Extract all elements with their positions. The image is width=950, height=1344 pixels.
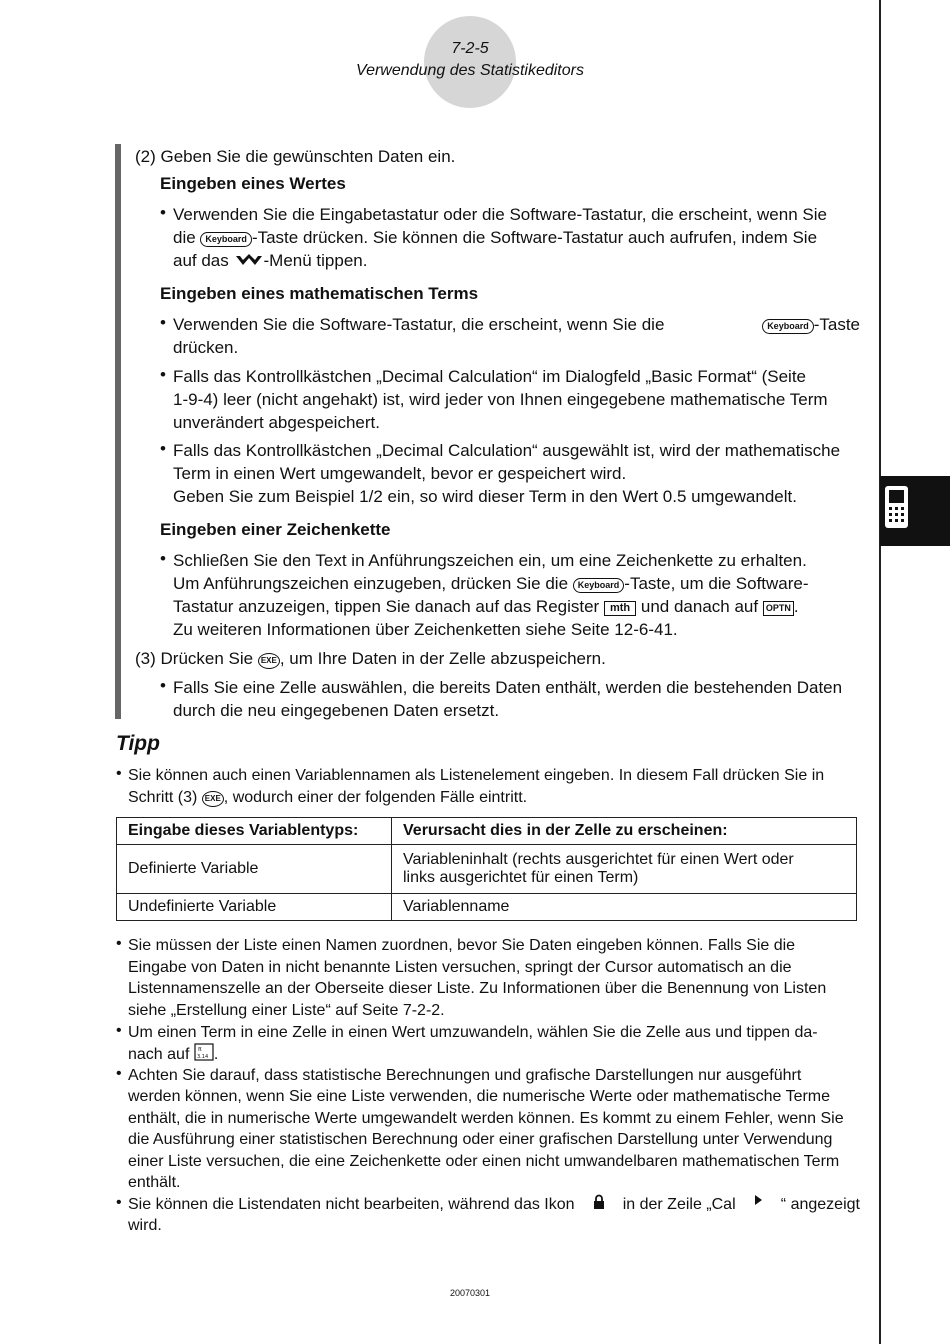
tipp-line: enthält. [128,1174,181,1191]
bullet: • [160,203,166,222]
table-cell: Undefinierte Variable [117,894,392,921]
bullet: • [160,549,166,568]
tipp-line: wird. [128,1217,162,1234]
chapter-side-tab [880,476,950,546]
play-arrow-icon [754,1194,763,1206]
bullet: • [116,1022,122,1039]
string-bullet-line: Schließen Sie den Text in Anführungszeichen ein, um eine Zeichenkette zu erhalten. [173,551,807,570]
term-bullet-line: Falls das Kontrollkästchen „Decimal Calculation“ ausgewählt ist, wird der mathematische [173,441,841,460]
bullet: • [160,676,166,695]
keyboard-key: Keyboard [762,319,814,334]
string-bullet-line: Zu weiteren Informationen über Zeichenketten siehe Seite 12-6-41. [173,620,678,639]
bullet: • [160,365,166,384]
table-row [117,894,857,921]
bullet: • [116,1065,122,1082]
tipp-line: siehe „Erstellung einer Liste“ auf Seite 7-2-2. [128,1002,445,1019]
value-bullet-line: Verwenden Sie die Eingabetastatur oder die Software-Tastatur, die erscheint, wenn Sie [173,205,827,224]
table-cell: Variableninhalt (rechts ausgerichtet für einen Wert oder links ausgerichtet für einen Term) [392,845,857,894]
tipp-line: einer Liste versuchen, die eine Zeichenkette oder einen nicht umwandelbaren mathematischen Term [128,1153,840,1170]
table-cell: Variablenname [392,894,857,921]
variable-type-table [116,817,857,921]
tipp-heading: Tipp [116,732,160,755]
term-bullet-line: drücken. [173,338,239,357]
exe-key: EXE [202,791,224,807]
bullet: • [160,313,166,332]
optn-key: OPTN [763,601,794,616]
tipp-line: Listennamenszelle an der Oberseite dieser Liste. Zu Informationen über die Benennung von Listen [128,980,827,997]
tipp-line: Schritt (3) EXE , wodurch einer der folgenden Fälle eintritt. [128,789,528,806]
term-bullet-line: Term in einen Wert umgewandelt, bevor er gespeichert wird. [173,464,627,483]
string-heading: Eingeben einer Zeichenkette [160,520,391,539]
string-bullet-line: Um Anführungszeichen einzugeben, drücken Sie die Keyboard -Taste, um die Software- [173,574,809,593]
tipp-line: Sie können die Listendaten nicht bearbeiten, während das Ikon in der Zeile „Cal “ angezeigt [128,1196,860,1213]
tipp-line: Eingabe von Daten in nicht benannte Listen versuchen, springt der Cursor automatisch an die [128,959,792,976]
keyboard-key: Keyboard [200,232,252,247]
term-bullet-line: Verwenden Sie die Software-Tastatur, die erscheint, wenn Sie die Keyboard -Taste [173,315,860,334]
tipp-line: Sie können auch einen Variablennamen als Listenelement eingeben. In diesem Fall drücken Sie in [128,767,825,784]
step-3-bullet-line: durch die neu eingegebenen Daten ersetzt. [173,701,500,720]
tipp-line: nach auf π 3.14 . [128,1043,218,1066]
page-number: 7-2-5 [451,40,489,57]
bullet: • [116,1194,122,1211]
bullet: • [160,439,166,458]
table-header-row [117,818,857,845]
calculator-icon [880,476,950,546]
bullet: • [116,935,122,952]
string-bullet-line: Tastatur anzuzeigen, tippen Sie danach auf das Register mth und danach auf OPTN . [173,597,799,616]
bullet: • [116,765,122,782]
term-bullet-line: 1-9-4) leer (nicht angehakt) ist, wird jeder von Ihnen eingegebene mathematische Term [173,390,828,409]
value-bullet-line: auf das -Menü tippen. [173,251,368,270]
svg-text:3.14: 3.14 [196,1054,208,1060]
step-3-intro: (3) Drücken Sie EXE , um Ihre Daten in der Zelle abzuspeichern. [135,649,606,668]
tipp-line: Um einen Term in eine Zelle in einen Wert umzuwandeln, wählen Sie die Zelle aus und tippen da- [128,1024,818,1041]
lock-icon [593,1194,605,1210]
term-bullet-line: unverändert abgespeichert. [173,413,380,432]
term-bullet-line: Geben Sie zum Beispiel 1/2 ein, so wird dieser Term in den Wert 0.5 umgewandelt. [173,487,797,506]
tipp-line: die Ausführung einer statistischen Berechnung oder einer grafischen Darstellung unter Verwendung [128,1131,833,1148]
value-heading: Eingeben eines Wertes [160,174,346,193]
svg-text:π: π [197,1046,202,1053]
tipp-line: Sie müssen der Liste einen Namen zuordnen, bevor Sie Daten eingeben können. Falls Sie die [128,937,796,954]
exe-key: EXE [258,653,280,669]
tipp-line: werden können, wenn Sie eine Liste verwenden, die numerische Werte oder mathematische Terme [128,1088,831,1105]
tipp-line: enthält, die in numerische Werte umgewandelt werden können. Es kommt zu einem Fehler, wenn Sie [128,1110,844,1127]
step-3-bullet-line: Falls Sie eine Zelle auswählen, die bereits Daten enthält, werden die bestehenden Daten [173,678,843,697]
mth-tab-key: mth [604,601,636,616]
table-cell: Definierte Variable [117,845,392,894]
decimal-convert-icon [194,1043,214,1061]
table-header: Eingabe dieses Variablentyps: [117,818,392,845]
keyboard-key: Keyboard [573,578,625,593]
table-row [117,845,857,894]
term-heading: Eingeben eines mathematischen Terms [160,284,479,303]
section-title: Verwendung des Statistikeditors [356,62,584,79]
value-bullet-line: die Keyboard -Taste drücken. Sie können die Software-Tastatur auch aufrufen, indem Sie [173,228,818,247]
step-2-intro: (2) Geben Sie die gewünschten Daten ein. [135,147,456,166]
tipp-line: Achten Sie darauf, dass statistische Berechnungen und grafische Darstellungen nur ausgeführt [128,1067,802,1084]
menu-chevron-icon [234,254,264,268]
page-right-rule [879,0,881,1344]
section-margin-bar [115,144,121,719]
footer-code: 20070301 [449,1288,491,1298]
table-header: Verursacht dies in der Zelle zu erscheinen: [392,818,857,845]
term-bullet-line: Falls das Kontrollkästchen „Decimal Calculation“ im Dialogfeld „Basic Format“ (Seite [173,367,807,386]
